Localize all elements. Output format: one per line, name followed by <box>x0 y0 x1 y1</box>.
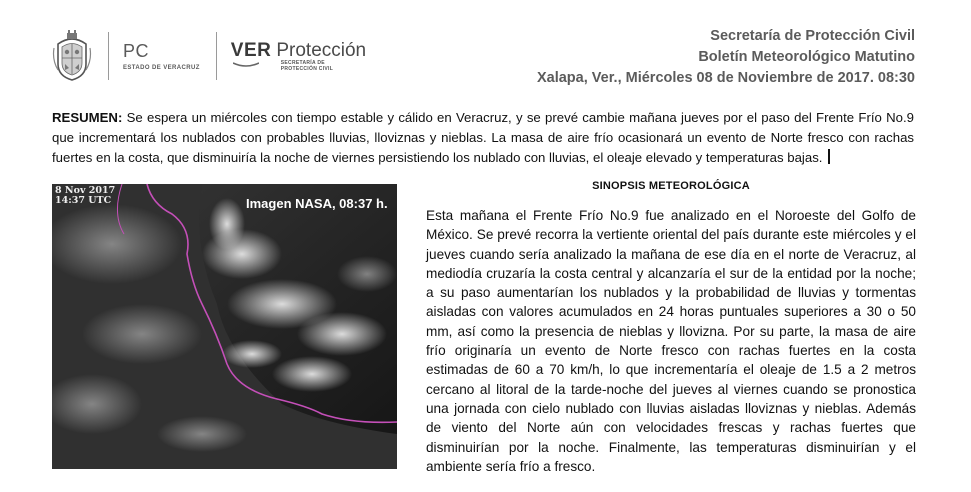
pc-title: PC <box>123 41 150 61</box>
ver-word: VER <box>230 40 272 61</box>
logo-bar <box>52 28 366 84</box>
satellite-picture <box>52 184 397 469</box>
summary-paragraph <box>52 108 914 168</box>
bulletin-header <box>537 26 915 89</box>
header-agency: Secretaría de Protección Civil <box>710 28 915 44</box>
ver-subtitle: SECRETARÍA DE PROTECCIÓN CIVIL <box>280 60 334 72</box>
header-bulletin-title: Boletín Meteorológico Matutino <box>698 49 915 65</box>
header-date-location: Xalapa, Ver., Miércoles 08 de Noviembre de 2017. 08:30 <box>536 70 915 86</box>
veracruz-seal-icon <box>52 30 92 82</box>
pc-logo <box>123 41 200 71</box>
ver-proteccion-logo <box>231 40 366 72</box>
pc-subtitle: ESTADO DE VERACRUZ <box>123 65 200 71</box>
swoosh-icon <box>233 62 259 68</box>
logo-divider <box>108 32 109 80</box>
synopsis-title: SINOPSIS METEOROLÓGICA <box>592 180 750 192</box>
satellite-image <box>52 184 397 469</box>
summary-text: Se espera un miércoles con tiempo estable y cálido en Veracruz, y se prevé cambie mañana jueves por el paso del Frente Frío No.9 que incrementará los nublados con probables lluvias, lloviznas y nieblas. La masa de aire frío ocasionará un evento de Norte fresco con rachas fuertes en la costa, que disminuiría la noche de viernes persistiendo los nublado con lluvias, el oleaje elevado y temperaturas bajas. <box>52 110 914 165</box>
proteccion-word: Protección <box>276 40 367 61</box>
satellite-caption: Imagen NASA, 08:37 h. <box>246 196 388 211</box>
satellite-timestamp: 8 Nov 2017 14:37 UTC <box>55 185 116 206</box>
logo-divider <box>216 32 217 80</box>
synopsis-body: Esta mañana el Frente Frío No.9 fue analizado en el Noroeste del Golfo de México. Se prevé recorra la vertiente oriental del país durante este miércoles y el jueves cuando sería analizado la mañana de ese día en el norte de Veracruz, al mediodía cruzaría la costa central y alcanzaría el sur de la entidad por la noche; a su paso aumentarían los nublados y la probabilidad de lluvias y tormentas aisladas con valores acumulados en 24 horas puntuales superiores a 30 o 50 mm, así como la presencia de nieblas y llovizna. Por su parte, la masa de aire frío originaría un evento de Norte fresco con rachas fuertes en la costa estimadas de 60 a 70 km/h, lo que incrementaría el oleaje de 1.5 a 2 metros cercano al litoral de la tarde-noche del jueves al viernes cuando se pronostica una jornada con cielo nublado con lluvias aisladas lloviznas y nieblas. Además de viento del Norte aún con velocidades frescas y rachas fuertes que disminuirían por la noche. Finalmente, las temperaturas disminuirían y el ambiente sería frío a fresco. <box>426 208 916 474</box>
summary-label: RESUMEN: <box>52 110 123 125</box>
text-cursor <box>828 149 830 164</box>
